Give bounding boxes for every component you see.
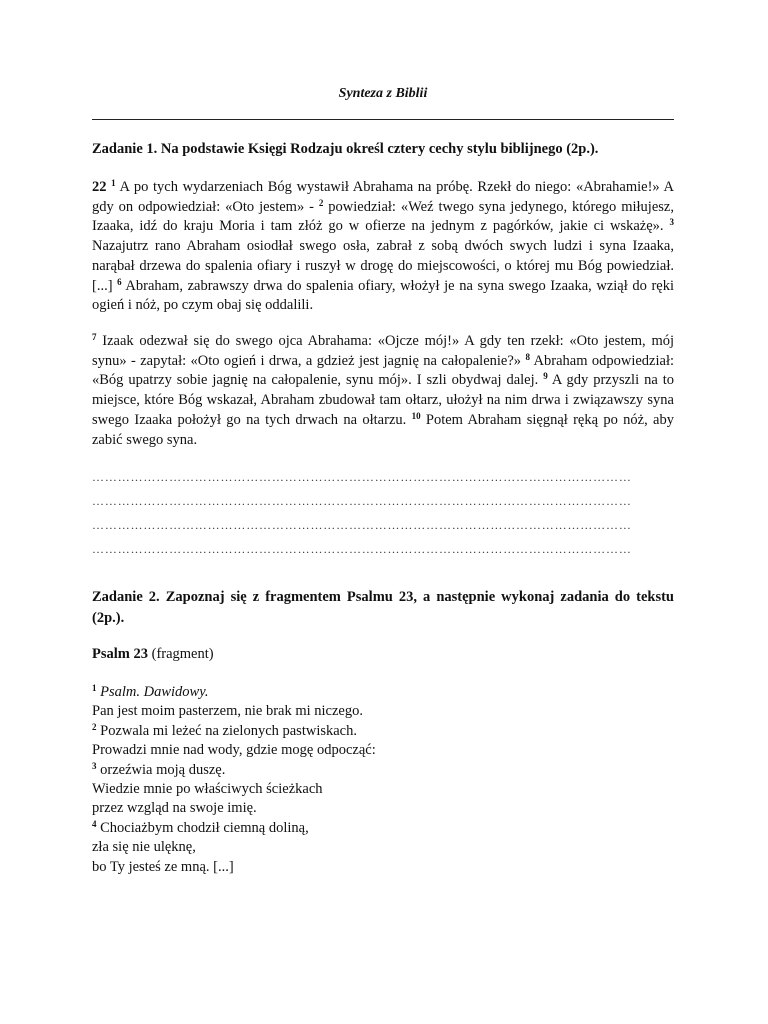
psalm-line-text: przez wzgląd na swoje imię.	[92, 800, 257, 817]
verse-text: Abraham odpowiedział: «Bóg upatrzy sobie jagnię na całopalenie, synu mój». I szli obydwaj dalej.	[92, 352, 674, 389]
verse-number: 1	[111, 178, 116, 188]
verse-number: 6	[117, 276, 122, 287]
verse-number: 7	[92, 332, 97, 342]
psalm-suffix: (fragment)	[147, 646, 214, 662]
psalm-line-text: Psalm. Dawidowy.	[96, 684, 209, 700]
psalm-label: Psalm 23	[92, 646, 148, 662]
verse-text: Izaak odezwał się do swego ojca Abrahama: «Ojcze mój!» A gdy ten rzekł: «Oto jestem, mój synu» - zapytał: «Oto ogień i drwa, a gdzież jest jagnię na całopalenie?»	[92, 333, 674, 369]
psalm-line-text: Wiedzie mnie po właściwych ścieżkach	[92, 781, 323, 798]
verse-number: 2	[318, 197, 324, 208]
psalm-line	[92, 683, 376, 702]
answer-line[interactable]: ………………………………………………………………………………………………………………	[92, 470, 632, 484]
answer-line[interactable]: ………………………………………………………………………………………………………………	[92, 518, 632, 532]
header-divider	[92, 119, 674, 120]
verse-number: 8	[525, 351, 530, 362]
verse-number: 3	[669, 217, 674, 228]
answer-lines	[92, 470, 674, 566]
genesis-paragraph-1	[92, 178, 674, 316]
answer-line[interactable]: ………………………………………………………………………………………………………………	[92, 494, 632, 508]
verse-text: Nazajutrz rano Abraham osiodłał swego osła, zabrał z sobą dwóch swych ludzi i syna Izaaka, narąbał drzewa do spalenia ofiary i ruszył w drogę do miejscowości, o której mu Bóg powiedział. [...]	[92, 238, 674, 294]
document-title: Synteza z Biblii	[338, 86, 428, 101]
task-2-title: Zadanie 2. Zapoznaj się z fragmentem Psalmu 23, a następnie wykonaj zadania do tekstu (2p.).	[92, 589, 674, 626]
psalm-line-text: bo Ty jesteś ze mną. [...]	[92, 858, 234, 875]
verse-text: powiedział: «Weź twego syna jedynego, którego miłujesz, Izaaka, idź do kraju Moria i tam złóż go w ofierze na jednym z pagórków, jakie ci wskażę».	[92, 198, 674, 235]
answer-line[interactable]: ………………………………………………………………………………………………………………	[92, 542, 632, 556]
psalm-line-text: zła się nie ulęknę,	[92, 839, 196, 856]
verse-number: 2	[92, 721, 97, 732]
psalm-line-text: Pan jest moim pasterzem, nie brak mi niczego.	[92, 703, 363, 720]
genesis-paragraph-2	[92, 332, 674, 450]
verse-text: Abraham, zabrawszy drwa do spalenia ofiary, włożył je na syna swego Izaaka, wziął do ręki ogień i nóż, po czym obaj się oddalili.	[92, 277, 674, 314]
psalm-line	[92, 722, 376, 741]
psalm-line	[92, 858, 376, 877]
psalm-text	[92, 683, 376, 877]
verse-number: 9	[543, 371, 548, 382]
verse-text: A po tych wydarzeniach Bóg wystawił Abrahama na próbę. Rzekł do niego: «Abrahamie!» A gdy on odpowiedział: «Oto jestem» -	[92, 179, 675, 215]
verse-number: 10	[411, 410, 421, 421]
verse-text: A gdy przyszli na to miejsce, które Bóg wskazał, Abraham zbudował tam ołtarz, ułożył na nim drwa i związawszy syna swego Izaaka położył go na tych drwach na ołtarzu.	[92, 372, 674, 428]
psalm-line	[92, 702, 376, 721]
verse-text: Potem Abraham sięgnął ręką po nóż, aby zabić swego syna.	[92, 411, 674, 448]
psalm-line-text: Chociażbym chodził ciemną doliną,	[96, 819, 309, 836]
psalm-line	[92, 819, 376, 838]
psalm-line	[92, 741, 376, 760]
verse-number: 4	[92, 818, 97, 829]
verse-number: 3	[92, 760, 97, 771]
psalm-line	[92, 780, 376, 799]
chapter-number: 22	[92, 179, 107, 195]
task-1-title: Zadanie 1. Na podstawie Księgi Rodzaju określ cztery cechy stylu biblijnego (2p.).	[92, 141, 599, 157]
psalm-line	[92, 761, 376, 780]
psalm-line-text: Prowadzi mnie nad wody, gdzie mogę odpocząć:	[92, 742, 376, 759]
psalm-line-text: Pozwala mi leżeć na zielonych pastwiskach.	[96, 722, 357, 739]
psalm-line	[92, 799, 376, 818]
psalm-line-text: orzeźwia moją duszę.	[96, 761, 226, 778]
psalm-line	[92, 838, 376, 857]
verse-number: 1	[92, 683, 97, 693]
psalm-heading	[92, 646, 214, 663]
